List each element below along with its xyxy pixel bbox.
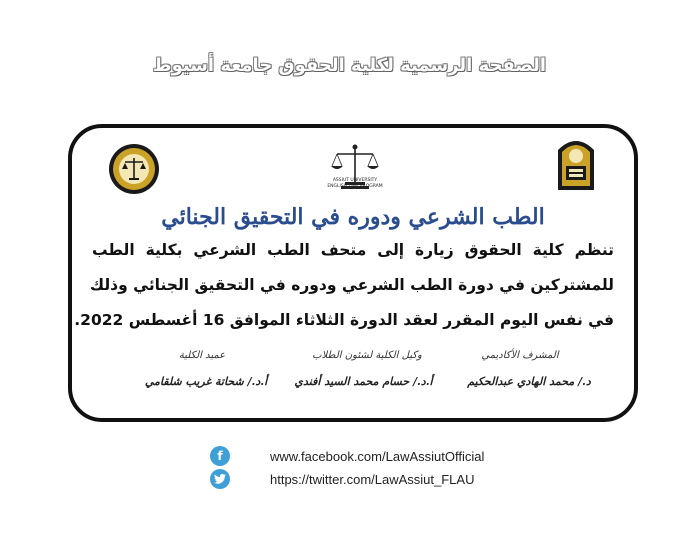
twitter-row xyxy=(210,469,510,489)
center-logo-caption-line2: ENGLISH LAW PROGRAM xyxy=(327,184,383,189)
faculty-seal-logo xyxy=(107,142,161,196)
signature-role-1: المشرف الأكاديمي xyxy=(481,350,559,361)
signature-role-3: عميد الكلية xyxy=(178,350,226,361)
signature-name-2: أ.د./ حسام محمد السيد أفندي xyxy=(294,375,433,388)
signature-name-1: د./ محمد الهادي عبدالحكيم xyxy=(467,375,591,388)
center-logo-caption-line1: ASSIUT UNIVERSITY xyxy=(332,178,378,183)
announcement-line-1: تنظم كلية الحقوق زيارة إلى متحف الطب الشرعي بكلية الطب xyxy=(92,241,614,259)
announcement-line-3: في نفس اليوم المقرر لعقد الدورة الثلاثاء الموافق 16 أغسطس 2022. xyxy=(74,311,614,329)
assiut-university-logo xyxy=(556,136,596,192)
facebook-icon: f xyxy=(210,446,230,466)
twitter-link[interactable]: https://twitter.com/LawAssiut_FLAU xyxy=(270,471,475,487)
signature-name-3: أ.د./ شحاتة غريب شلقامي xyxy=(144,375,268,388)
announcement-card xyxy=(68,124,638,422)
signature-role-2: وكيل الكلية لشئون الطلاب xyxy=(312,350,422,361)
page-header-title: الصفحة الرسمية لكلية الحقوق جامعة أسيوط xyxy=(152,55,547,76)
announcement-line-2: للمشتركين في دورة الطب الشرعي ودوره في التحقيق الجنائي وذلك xyxy=(89,276,614,294)
university-scales-logo xyxy=(325,134,385,200)
facebook-link[interactable]: www.facebook.com/LawAssiutOfficial xyxy=(270,448,485,464)
announcement-title: الطب الشرعي ودوره في التحقيق الجنائي xyxy=(161,204,545,230)
facebook-row xyxy=(210,446,510,466)
twitter-icon xyxy=(210,469,230,489)
